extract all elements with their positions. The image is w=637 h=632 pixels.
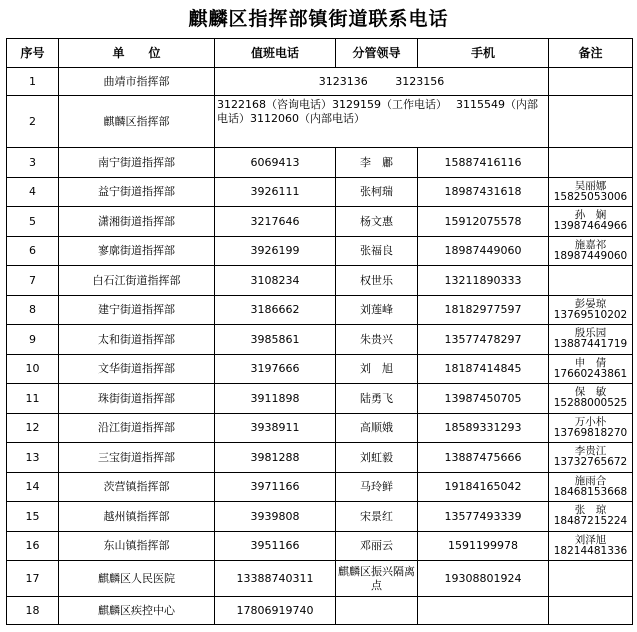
table-row (7, 177, 633, 207)
cell-leader: 陆勇飞 (336, 384, 418, 414)
page-title: 麒麟区指挥部镇街道联系电话 (188, 8, 449, 30)
cell-note (549, 325, 633, 355)
cell-no: 14 (7, 472, 59, 502)
cell-unit: 白石江街道指挥部 (59, 266, 215, 296)
note-name: 刘泽旭 (574, 533, 607, 546)
cell-leader: 权世乐 (336, 266, 418, 296)
note-name: 彭晏琼 (574, 297, 607, 310)
table-row (7, 68, 633, 96)
cell-duty-phone: 13388740311 (215, 561, 336, 597)
cell-note (549, 236, 633, 266)
cell-note (549, 472, 633, 502)
header-unit: 单 位 (59, 39, 215, 68)
cell-leader: 杨文惠 (336, 207, 418, 237)
cell-duty-phone: 17806919740 (215, 597, 336, 625)
cell-leader: 朱贵兴 (336, 325, 418, 355)
cell-no: 16 (7, 531, 59, 561)
cell-note (549, 502, 633, 532)
cell-unit: 珠街街道指挥部 (59, 384, 215, 414)
cell-note (549, 561, 633, 597)
cell-note (549, 148, 633, 178)
note-phone: 13769510202 (553, 308, 628, 321)
note-phone: 18987449060 (553, 249, 628, 262)
cell-leader: 麒麟区振兴隔离点 (336, 561, 418, 597)
cell-no: 12 (7, 413, 59, 443)
header-row (7, 39, 633, 68)
note-name: 孙 娴 (574, 209, 607, 222)
cell-mobile (418, 597, 549, 625)
note-name: 施嘉祁 (574, 238, 607, 251)
table-row (7, 148, 633, 178)
cell-note (549, 266, 633, 296)
note-phone: 13987464966 (553, 220, 628, 233)
note-name: 张 琼 (574, 504, 607, 517)
note-phone: 18214481336 (553, 544, 628, 557)
cell-duty-merged: 3122168（咨询电话）3129159（工作电话） 3115549（内部电话）3112060（内部电话） (215, 96, 549, 148)
note-name: 万小朴 (574, 415, 607, 428)
header-leader: 分管领导 (336, 39, 418, 68)
cell-note (549, 413, 633, 443)
cell-no: 11 (7, 384, 59, 414)
note-phone: 18468153668 (553, 485, 628, 498)
note-name: 保 敏 (574, 386, 607, 399)
note-name: 施雨合 (574, 474, 607, 487)
cell-duty-phone: 3981288 (215, 443, 336, 473)
cell-duty-merged (215, 68, 549, 96)
cell-note (549, 531, 633, 561)
cell-no: 2 (7, 96, 59, 148)
cell-unit: 潇湘街道指挥部 (59, 207, 215, 237)
cell-unit: 三宝街道指挥部 (59, 443, 215, 473)
table-row (7, 207, 633, 237)
header-note: 备注 (549, 39, 633, 68)
cell-no: 5 (7, 207, 59, 237)
note-phone: 13887441719 (553, 338, 628, 351)
cell-no: 7 (7, 266, 59, 296)
cell-unit: 麒麟区指挥部 (59, 96, 215, 148)
duty-phone-b: 3123156 (395, 75, 445, 88)
cell-unit: 麒麟区人民医院 (59, 561, 215, 597)
cell-no: 9 (7, 325, 59, 355)
cell-leader (336, 597, 418, 625)
cell-unit: 曲靖市指挥部 (59, 68, 215, 96)
cell-no: 6 (7, 236, 59, 266)
cell-mobile: 13577493339 (418, 502, 549, 532)
table-row (7, 384, 633, 414)
table-row (7, 266, 633, 296)
cell-unit: 益宁街道指挥部 (59, 177, 215, 207)
cell-note (549, 68, 633, 96)
cell-no: 3 (7, 148, 59, 178)
cell-note (549, 177, 633, 207)
contact-table (6, 38, 633, 625)
cell-mobile: 1591199978 (418, 531, 549, 561)
cell-mobile: 15912075578 (418, 207, 549, 237)
note-name: 申 倩 (574, 356, 607, 369)
cell-unit: 太和街道指挥部 (59, 325, 215, 355)
cell-mobile: 13577478297 (418, 325, 549, 355)
cell-no: 18 (7, 597, 59, 625)
cell-unit: 茨营镇指挥部 (59, 472, 215, 502)
cell-duty-phone: 3186662 (215, 295, 336, 325)
cell-leader: 刘虹毅 (336, 443, 418, 473)
cell-duty-phone: 3926199 (215, 236, 336, 266)
table-row (7, 531, 633, 561)
cell-duty-phone: 3939808 (215, 502, 336, 532)
cell-mobile: 19184165042 (418, 472, 549, 502)
cell-no: 15 (7, 502, 59, 532)
cell-note (549, 207, 633, 237)
cell-mobile: 15887416116 (418, 148, 549, 178)
cell-unit: 文华街道指挥部 (59, 354, 215, 384)
cell-mobile: 18589331293 (418, 413, 549, 443)
cell-duty-phone: 3938911 (215, 413, 336, 443)
note-name: 殷乐园 (574, 327, 607, 340)
cell-leader: 刘 旭 (336, 354, 418, 384)
cell-note (549, 597, 633, 625)
header-no: 序号 (7, 39, 59, 68)
cell-no: 8 (7, 295, 59, 325)
table-row (7, 443, 633, 473)
duty-phone-a: 3123136 (318, 75, 368, 88)
cell-duty-phone: 3197666 (215, 354, 336, 384)
cell-leader: 李 鄘 (336, 148, 418, 178)
cell-unit: 沿江街道指挥部 (59, 413, 215, 443)
cell-duty-phone: 3217646 (215, 207, 336, 237)
note-phone: 13769818270 (553, 426, 628, 439)
cell-mobile: 13987450705 (418, 384, 549, 414)
note-name: 李贵江 (574, 445, 607, 458)
cell-note (549, 295, 633, 325)
cell-note (549, 354, 633, 384)
cell-mobile: 13887475666 (418, 443, 549, 473)
cell-unit: 麒麟区疾控中心 (59, 597, 215, 625)
cell-unit: 寥廓街道指挥部 (59, 236, 215, 266)
cell-unit: 南宁街道指挥部 (59, 148, 215, 178)
cell-no: 4 (7, 177, 59, 207)
cell-no: 1 (7, 68, 59, 96)
table-row (7, 236, 633, 266)
table-row (7, 561, 633, 597)
cell-unit: 东山镇指挥部 (59, 531, 215, 561)
note-phone: 17660243861 (553, 367, 628, 380)
note-phone: 18487215224 (553, 515, 628, 528)
table-row (7, 472, 633, 502)
cell-mobile: 13211890333 (418, 266, 549, 296)
table-row (7, 597, 633, 625)
table-row (7, 413, 633, 443)
cell-mobile: 18182977597 (418, 295, 549, 325)
cell-mobile: 19308801924 (418, 561, 549, 597)
header-duty-phone: 值班电话 (215, 39, 336, 68)
cell-mobile: 18987431618 (418, 177, 549, 207)
cell-duty-phone: 3951166 (215, 531, 336, 561)
cell-leader: 宋景红 (336, 502, 418, 532)
cell-note (549, 443, 633, 473)
cell-leader: 马玲鲜 (336, 472, 418, 502)
table-row (7, 354, 633, 384)
cell-mobile: 18987449060 (418, 236, 549, 266)
note-phone: 13732765672 (553, 456, 628, 469)
note-phone: 15825053006 (553, 190, 628, 203)
cell-mobile: 18187414845 (418, 354, 549, 384)
cell-unit: 越州镇指挥部 (59, 502, 215, 532)
cell-leader: 邓丽云 (336, 531, 418, 561)
table-row (7, 295, 633, 325)
cell-leader: 张柯瑞 (336, 177, 418, 207)
cell-leader: 高顺娥 (336, 413, 418, 443)
cell-duty-phone: 3911898 (215, 384, 336, 414)
cell-no: 13 (7, 443, 59, 473)
table-row (7, 325, 633, 355)
cell-duty-phone: 3985861 (215, 325, 336, 355)
cell-unit: 建宁街道指挥部 (59, 295, 215, 325)
cell-no: 10 (7, 354, 59, 384)
cell-leader: 张福良 (336, 236, 418, 266)
cell-no: 17 (7, 561, 59, 597)
table-row (7, 96, 633, 148)
note-name: 吴丽娜 (574, 179, 607, 192)
cell-duty-phone: 3108234 (215, 266, 336, 296)
cell-duty-phone: 3971166 (215, 472, 336, 502)
table-row (7, 502, 633, 532)
cell-leader: 刘莲峰 (336, 295, 418, 325)
cell-duty-phone: 6069413 (215, 148, 336, 178)
cell-note (549, 96, 633, 148)
cell-duty-phone: 3926111 (215, 177, 336, 207)
cell-note (549, 384, 633, 414)
note-phone: 15288000525 (553, 397, 628, 410)
header-mobile: 手机 (418, 39, 549, 68)
